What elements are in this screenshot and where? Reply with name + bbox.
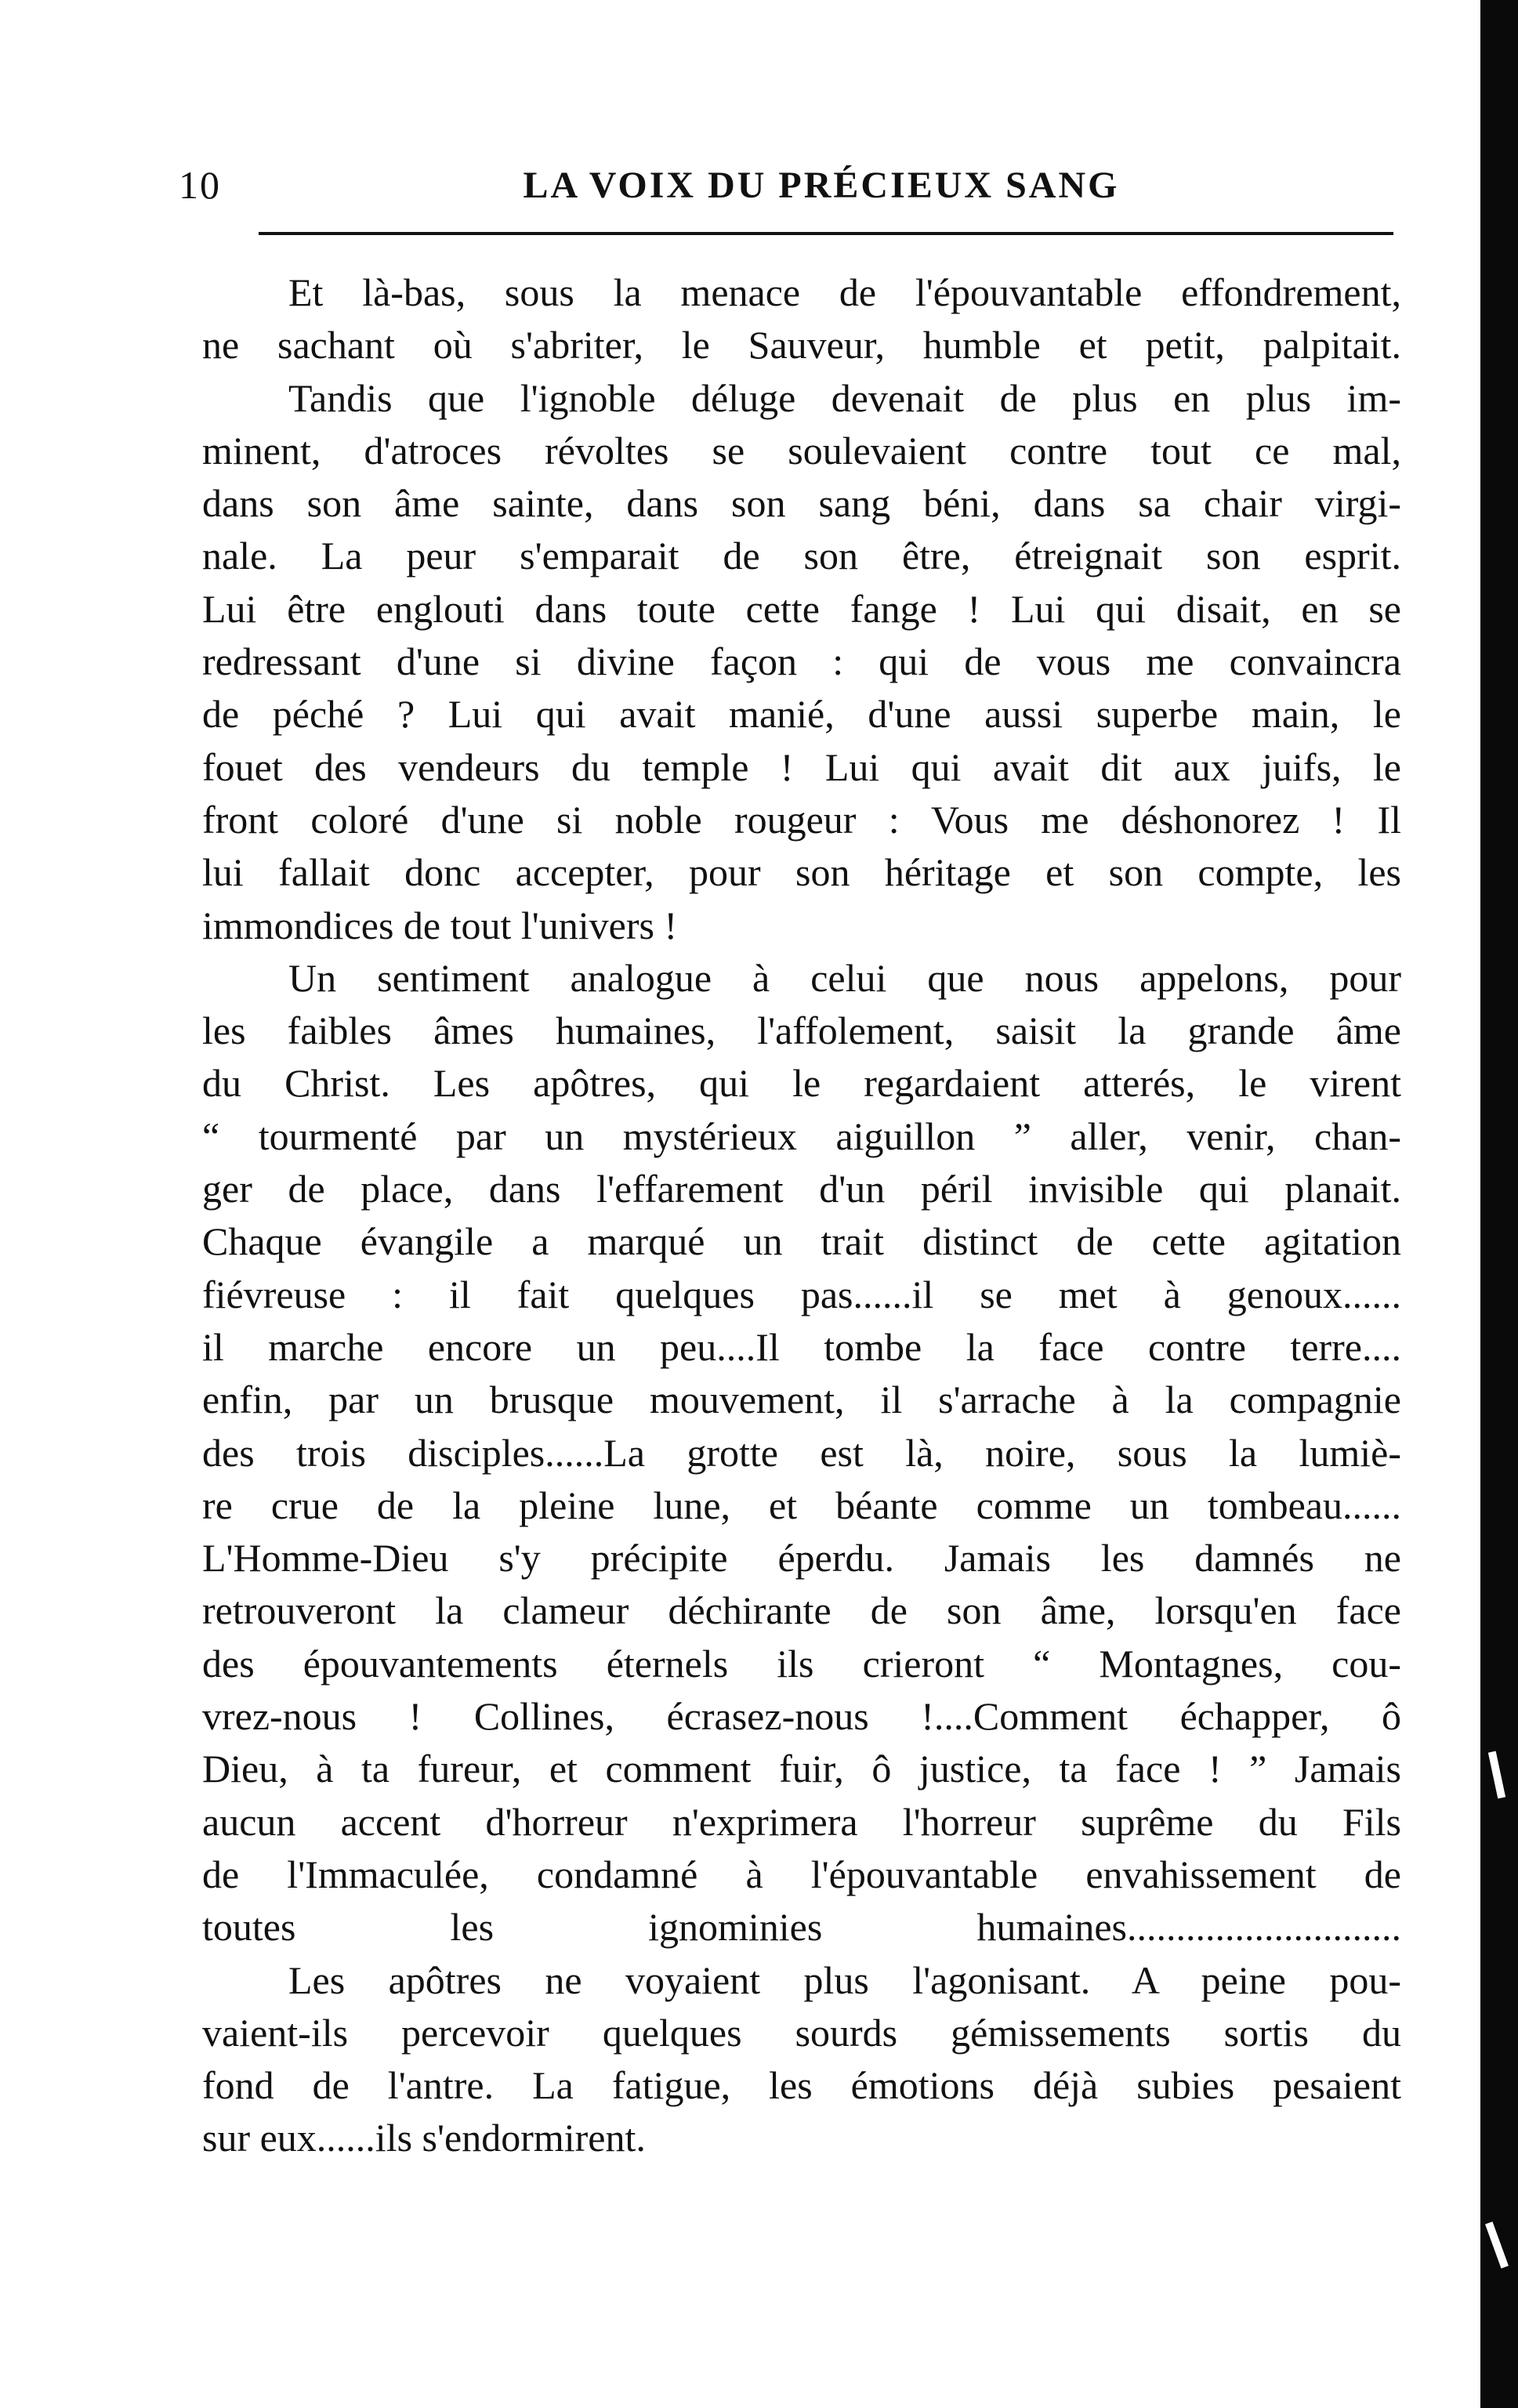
text-line: fiévreuse : il fait quelques pas......il se met à genoux...... <box>202 1272 1401 1316</box>
text-line: Dieu, à ta fureur, et comment fuir, ô justice, ta face ! ” Jamais <box>202 1747 1401 1791</box>
edge-mark <box>1485 2222 1509 2269</box>
text-line: immondices de tout l'univers ! <box>202 903 678 947</box>
text-line: les faibles âmes humaines, l'affolement, saisit la grande âme <box>202 1008 1401 1053</box>
text-line: fond de l'antre. La fatigue, les émotions déjà subies pesaient <box>202 2063 1401 2108</box>
text-line: redressant d'une si divine façon : qui de vous me convaincra <box>202 639 1401 684</box>
text-line: sur eux......ils s'endormirent. <box>202 2116 646 2160</box>
page-number: 10 <box>179 163 221 207</box>
text-line: Les apôtres ne voyaient plus l'agonisant. A peine pou- <box>288 1957 1401 2002</box>
text-line: re crue de la pleine lune, et béante comme un tombeau...... <box>202 1483 1401 1527</box>
text-line: Et là-bas, sous la menace de l'épouvantable effondrement, <box>288 270 1401 314</box>
text-line: ger de place, dans l'effarement d'un péril invisible qui planait. <box>202 1167 1401 1211</box>
text-line: “ tourmenté par un mystérieux aiguillon ” aller, venir, chan- <box>202 1113 1401 1158</box>
text-line: il marche encore un peu....Il tombe la face contre terre.... <box>202 1324 1401 1369</box>
text-line: L'Homme-Dieu s'y précipite éperdu. Jamais les damnés ne <box>202 1536 1401 1581</box>
edge-mark <box>1488 1751 1505 1799</box>
text-line: des épouvantements éternels ils crieront “ Montagnes, cou- <box>202 1641 1401 1686</box>
text-line: Chaque évangile a marqué un trait distinct de cette agitation <box>202 1219 1401 1264</box>
text-line: de l'Immaculée, condamné à l'épouvantable envahissement de <box>202 1852 1401 1896</box>
text-line: minent, d'atroces révoltes se soulevaient contre tout ce mal, <box>202 428 1401 473</box>
text-line: fouet des vendeurs du temple ! Lui qui avait dit aux juifs, le <box>202 744 1401 789</box>
text-line: de péché ? Lui qui avait manié, d'une aussi superbe main, le <box>202 692 1401 737</box>
text-line: Lui être englouti dans toute cette fange ! Lui qui disait, en se <box>202 586 1401 631</box>
text-line: toutes les ignominies humaines............................ <box>202 1905 1401 1950</box>
text-line: Un sentiment analogue à celui que nous appelons, pour <box>288 955 1401 1000</box>
text-line: front coloré d'une si noble rougeur : Vous me déshonorez ! Il <box>202 797 1401 842</box>
text-line: ne sachant où s'abriter, le Sauveur, humble et petit, palpitait. <box>202 323 1401 368</box>
text-line: vaient-ils percevoir quelques sourds gémissements sortis du <box>202 2010 1401 2055</box>
text-line: nale. La peur s'emparait de son être, étreignait son esprit. <box>202 534 1401 578</box>
text-line: retrouveront la clameur déchirante de son âme, lorsqu'en face <box>202 1588 1401 1633</box>
text-line: Tandis que l'ignoble déluge devenait de plus en plus im- <box>288 375 1401 420</box>
text-line: du Christ. Les apôtres, qui le regardaient atterés, le virent <box>202 1061 1401 1106</box>
body-text <box>202 266 1401 2165</box>
header-rule <box>259 232 1393 235</box>
text-line: dans son âme sainte, dans son sang béni, dans sa chair virgi- <box>202 481 1401 526</box>
running-title: LA VOIX DU PRÉCIEUX SANG <box>523 164 1120 206</box>
text-line: des trois disciples......La grotte est là, noire, sous la lumiè- <box>202 1430 1401 1475</box>
text-line: vrez-nous ! Collines, écrasez-nous !....Comment échapper, ô <box>202 1694 1401 1739</box>
page-edge-shadow <box>1480 0 1518 2408</box>
running-head <box>179 154 1393 216</box>
text-line: lui fallait donc accepter, pour son héritage et son compte, les <box>202 850 1401 895</box>
text-line: enfin, par un brusque mouvement, il s'arrache à la compagnie <box>202 1378 1401 1422</box>
text-line: aucun accent d'horreur n'exprimera l'horreur suprême du Fils <box>202 1799 1401 1844</box>
